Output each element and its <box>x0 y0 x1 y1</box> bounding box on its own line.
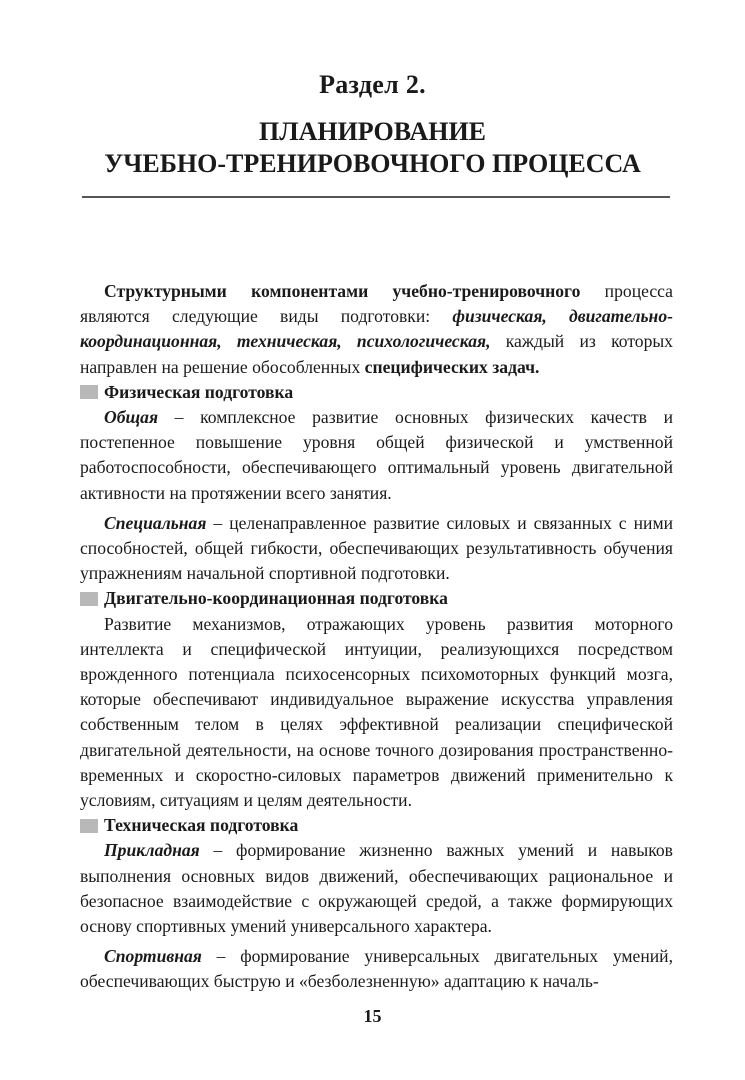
text-general: – комплексное развитие основных физических качеств и постепенное повышение уровня общей физической и умственной работоспособности, обеспечивающего оптимальный уровень двигательной активности на протяжении всего занятия. <box>80 407 673 503</box>
paragraph-applied <box>80 838 673 939</box>
heading-physical <box>80 380 673 405</box>
heading-technical-label: Техническая подготовка <box>104 815 299 836</box>
intro-paragraph <box>80 279 673 380</box>
term-sport: Спортивная <box>104 946 202 967</box>
term-special: Специальная <box>104 512 207 533</box>
paragraph-sport <box>80 944 673 994</box>
heading-physical-label: Физическая подготовка <box>104 381 294 402</box>
section-marker-icon <box>80 385 98 399</box>
text-applied: – формирование жизненно важных умений и навыков выполнения основных видов движений, обеспечивающих рациональное и безопасное взаимодействие с окружающей средой, а также формирующих основу спортивных умений универсального характера. <box>80 840 673 937</box>
body-text <box>80 279 673 995</box>
paragraph-general <box>80 405 673 506</box>
paragraph-coordination: Развитие механизмов, отражающих уровень развития моторного интеллекта и специфической интуиции, реализующихся посредством врожденного потенциала психосенсорных психомоторных функций мозга, которые обеспечивают индивидуальное выражение искусства управления собственным телом в целях эффективной реализации специфической двигательной деятельности, на основе точного дозирования пространственно-временных и скоростно-силовых параметров движений применительно к условиям, ситуациям и целям деятельности. <box>80 613 673 811</box>
title-divider <box>82 196 670 198</box>
text-sport: – формирование универсальных двигательных умений, обеспечивающих быструю и «безболезненную» адаптацию к началь- <box>80 946 673 992</box>
heading-coordination-label: Двигательно-координационная подготовка <box>104 588 448 609</box>
intro-text-2: каждый из которых направлен на решение обособленных <box>80 331 673 377</box>
term-general: Общая <box>104 407 159 428</box>
intro-lead: Структурными компонентами учебно-тренировочного <box>104 281 581 301</box>
text-special: – целенаправленное развитие силовых и связанных с ними способностей, общей гибкости, обеспечивающих результативность обучения упражнениям начальной спортивной подготовки. <box>80 512 673 584</box>
intro-text-1: процесса являются следующие виды подготовки: <box>80 281 673 327</box>
paragraph-special <box>80 511 673 587</box>
title-line-2: УЧЕБНО-ТРЕНИРОВОЧНОГО ПРОЦЕССА <box>104 149 641 178</box>
heading-technical <box>80 813 673 838</box>
term-applied: Прикладная <box>104 840 200 861</box>
heading-coordination <box>80 586 673 611</box>
section-label: Раздел 2. <box>319 70 426 99</box>
section-marker-icon <box>80 592 98 606</box>
section-marker-icon <box>80 819 98 833</box>
title-line-1: ПЛАНИРОВАНИЕ <box>258 117 487 146</box>
page-number: 15 <box>363 1006 382 1026</box>
training-types: физическая, двигательно-координационная, техническая, психологическая, <box>80 306 673 352</box>
page-title <box>0 116 745 180</box>
specific-tasks: специфических задач. <box>364 356 540 377</box>
